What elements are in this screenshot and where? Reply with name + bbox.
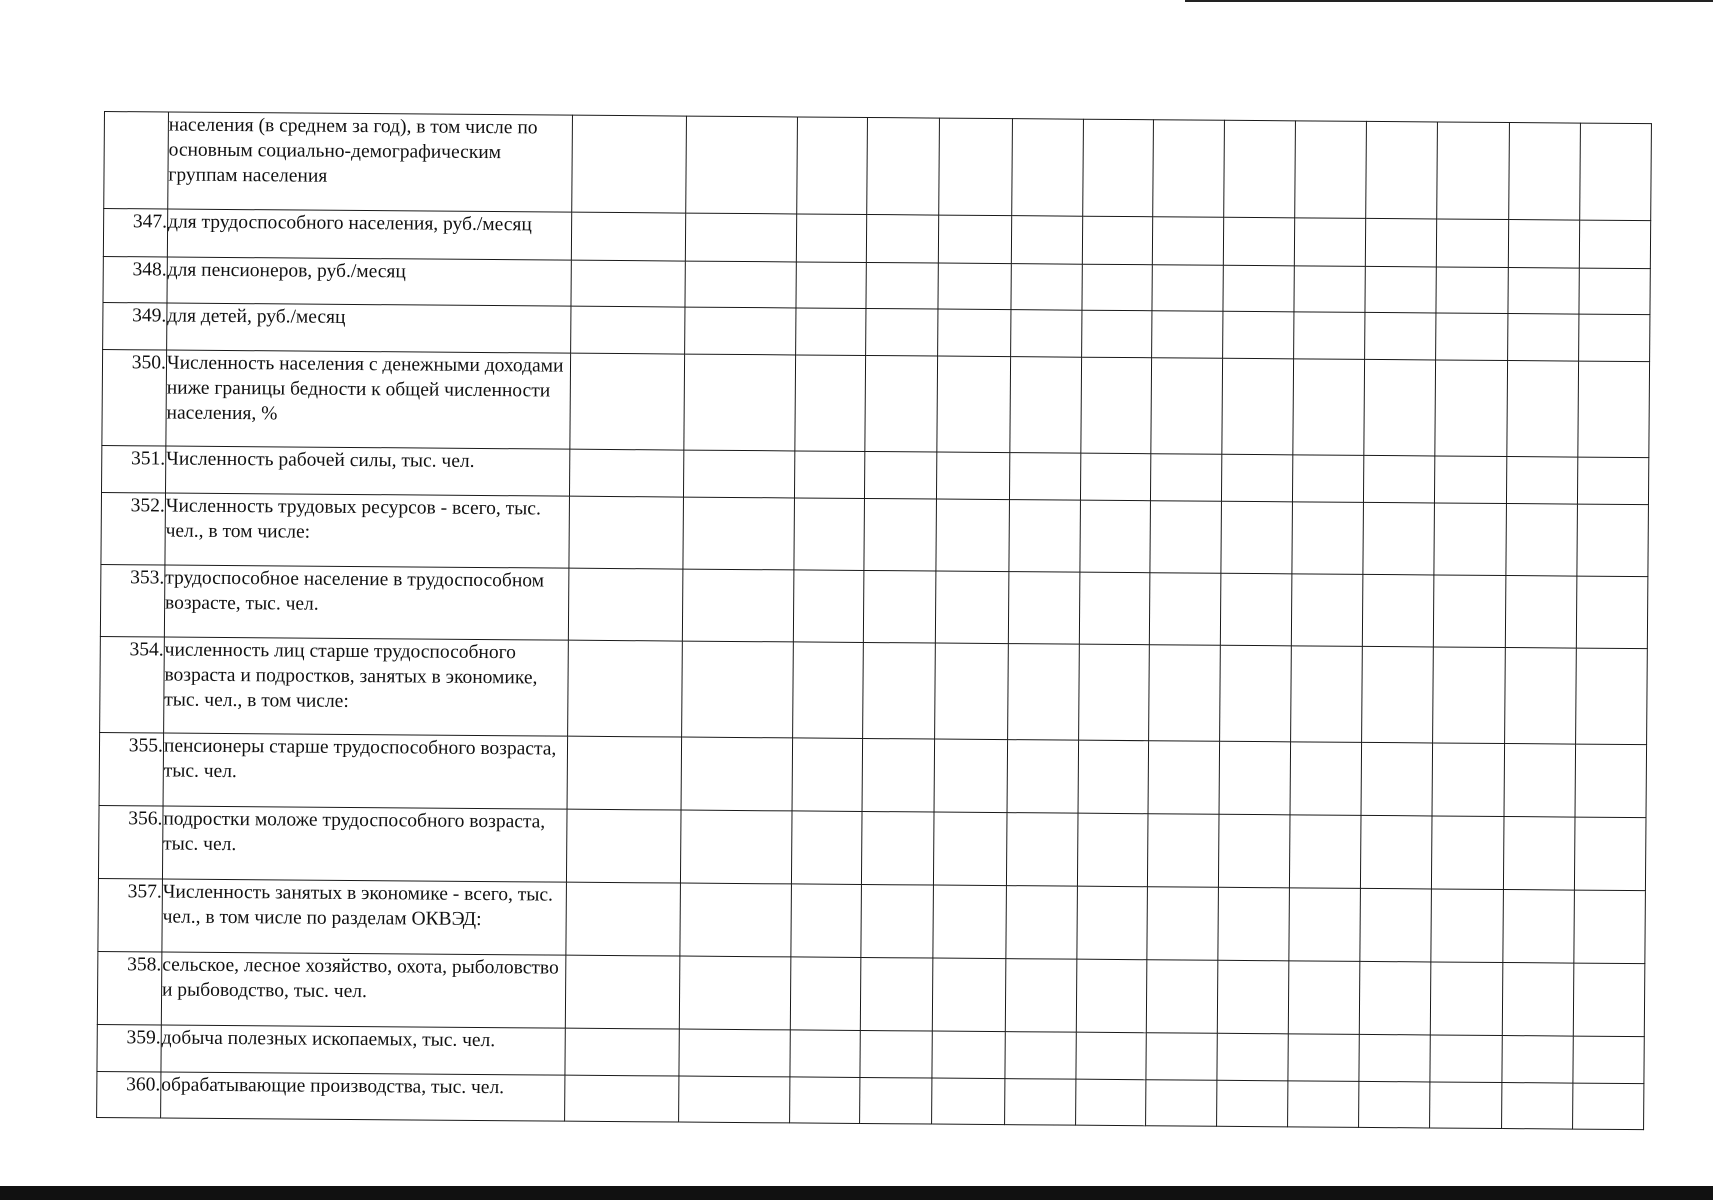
empty-value-cell bbox=[1076, 959, 1147, 1033]
empty-value-cell bbox=[1290, 815, 1362, 889]
empty-value-cell bbox=[681, 737, 793, 811]
row-number: 353. bbox=[100, 564, 165, 636]
empty-value-cell bbox=[867, 117, 940, 215]
empty-value-cell bbox=[1147, 887, 1219, 961]
row-number: 350. bbox=[102, 349, 167, 445]
empty-value-cell bbox=[933, 958, 1006, 1032]
indicator-label: сельское, лесное хозяйство, охота, рыболовство и рыбоводство, тыс. чел. bbox=[161, 952, 566, 1028]
empty-value-cell bbox=[1008, 572, 1080, 645]
indicator-label: подростки моложе трудоспособного возраста, тыс. чел. bbox=[162, 806, 567, 882]
table-row bbox=[97, 951, 1645, 1036]
row-number: 349. bbox=[103, 302, 167, 350]
empty-value-cell bbox=[1082, 119, 1153, 217]
indicator-label: Численность трудовых ресурсов - всего, тыс. чел., в том числе: bbox=[165, 493, 570, 568]
empty-value-cell bbox=[1436, 267, 1508, 314]
empty-value-cell bbox=[932, 1031, 1005, 1079]
empty-value-cell bbox=[1217, 1080, 1289, 1127]
empty-value-cell bbox=[1574, 817, 1646, 891]
empty-value-cell bbox=[1218, 887, 1290, 961]
empty-value-cell bbox=[1077, 886, 1148, 960]
empty-value-cell bbox=[1295, 121, 1367, 219]
empty-value-cell bbox=[865, 355, 938, 452]
empty-value-cell bbox=[1145, 1080, 1217, 1127]
empty-value-cell bbox=[1223, 265, 1295, 312]
empty-value-cell bbox=[1008, 500, 1080, 573]
empty-value-cell bbox=[864, 570, 937, 643]
empty-value-cell bbox=[1437, 219, 1509, 268]
row-number: 354. bbox=[100, 636, 165, 732]
empty-value-cell bbox=[1507, 314, 1579, 362]
empty-value-cell bbox=[1146, 960, 1218, 1034]
empty-value-cell bbox=[866, 214, 939, 263]
empty-value-cell bbox=[860, 1077, 933, 1124]
empty-value-cell bbox=[1502, 1036, 1574, 1084]
empty-value-cell bbox=[793, 570, 864, 643]
empty-value-cell bbox=[1504, 648, 1576, 745]
empty-value-cell bbox=[1223, 217, 1295, 266]
row-number: 358. bbox=[97, 951, 162, 1024]
empty-value-cell bbox=[935, 643, 1008, 740]
empty-value-cell bbox=[570, 449, 684, 497]
empty-value-cell bbox=[1578, 361, 1650, 458]
empty-value-cell bbox=[1361, 742, 1433, 816]
empty-value-cell bbox=[1435, 360, 1507, 457]
empty-value-cell bbox=[797, 117, 868, 215]
row-number: 347. bbox=[103, 209, 167, 258]
empty-value-cell bbox=[866, 308, 939, 356]
table-row bbox=[104, 112, 1652, 221]
empty-value-cell bbox=[1503, 817, 1575, 891]
indicator-label: Численность рабочей силы, тыс. чел. bbox=[165, 446, 570, 496]
empty-value-cell bbox=[790, 1030, 860, 1078]
empty-value-cell bbox=[1077, 813, 1148, 887]
empty-value-cell bbox=[1579, 220, 1651, 269]
empty-value-cell bbox=[1081, 310, 1151, 358]
empty-value-cell bbox=[938, 309, 1011, 357]
empty-value-cell bbox=[790, 1077, 860, 1124]
empty-value-cell bbox=[680, 810, 792, 884]
empty-value-cell bbox=[1004, 1032, 1076, 1080]
table-row bbox=[102, 349, 1650, 457]
empty-value-cell bbox=[1153, 120, 1225, 218]
empty-value-cell bbox=[1221, 501, 1293, 574]
indicator-label: для детей, руб./месяц bbox=[167, 303, 572, 353]
empty-value-cell bbox=[1011, 119, 1083, 217]
row-number bbox=[104, 112, 169, 209]
empty-value-cell bbox=[862, 811, 935, 885]
empty-value-cell bbox=[864, 498, 937, 571]
empty-value-cell bbox=[1505, 576, 1577, 649]
empty-value-cell bbox=[1363, 574, 1435, 647]
empty-value-cell bbox=[1007, 740, 1079, 814]
empty-value-cell bbox=[1576, 576, 1648, 649]
empty-value-cell bbox=[572, 115, 686, 213]
empty-value-cell bbox=[1146, 1033, 1218, 1081]
indicator-label: добыча полезных ископаемых, тыс. чел. bbox=[161, 1025, 566, 1075]
empty-value-cell bbox=[566, 882, 680, 956]
empty-value-cell bbox=[1147, 814, 1219, 888]
empty-value-cell bbox=[1293, 455, 1365, 503]
empty-value-cell bbox=[1364, 359, 1436, 456]
empty-value-cell bbox=[1433, 647, 1505, 744]
empty-value-cell bbox=[1360, 888, 1432, 962]
empty-value-cell bbox=[1366, 218, 1438, 267]
empty-value-cell bbox=[866, 262, 939, 309]
empty-value-cell bbox=[1363, 502, 1435, 575]
empty-value-cell bbox=[1572, 1083, 1644, 1130]
empty-value-cell bbox=[1080, 500, 1151, 573]
empty-value-cell bbox=[932, 1078, 1005, 1125]
empty-value-cell bbox=[1501, 1083, 1573, 1130]
empty-value-cell bbox=[1222, 358, 1294, 455]
empty-value-cell bbox=[1082, 216, 1152, 265]
empty-value-cell bbox=[937, 452, 1010, 500]
indicator-label: численность лиц старше трудоспособного возраста и подростков, занятых в экономике, тыс. чел., в том числе: bbox=[164, 637, 569, 736]
empty-value-cell bbox=[1505, 504, 1577, 577]
empty-value-cell bbox=[1288, 961, 1360, 1035]
empty-value-cell bbox=[679, 956, 791, 1030]
empty-value-cell bbox=[936, 571, 1009, 644]
empty-value-cell bbox=[936, 499, 1009, 572]
empty-value-cell bbox=[1152, 217, 1224, 266]
table-row bbox=[101, 492, 1649, 576]
empty-value-cell bbox=[1151, 358, 1223, 455]
empty-value-cell bbox=[1502, 890, 1574, 964]
empty-value-cell bbox=[1504, 744, 1576, 818]
empty-value-cell bbox=[679, 1029, 791, 1077]
empty-value-cell bbox=[569, 568, 683, 641]
empty-value-cell bbox=[1577, 504, 1649, 577]
empty-value-cell bbox=[1366, 121, 1438, 219]
indicator-label: Численность населения с денежными доходами ниже границы бедности к общей численности населения, % bbox=[166, 350, 571, 449]
empty-value-cell bbox=[1221, 454, 1293, 502]
indicators-table bbox=[96, 111, 1652, 1130]
empty-value-cell bbox=[1362, 646, 1434, 743]
empty-value-cell bbox=[1010, 310, 1082, 358]
table-body bbox=[97, 112, 1652, 1130]
indicator-label: обрабатывающие производства, тыс. чел. bbox=[161, 1072, 566, 1121]
empty-value-cell bbox=[1291, 646, 1363, 743]
empty-value-cell bbox=[1217, 960, 1289, 1034]
row-number: 352. bbox=[101, 492, 166, 564]
empty-value-cell bbox=[796, 308, 866, 356]
empty-value-cell bbox=[1573, 1036, 1645, 1084]
scan-edge-band bbox=[0, 1186, 1713, 1200]
indicator-label: Численность занятых в экономике - всего, тыс. чел., в том числе по разделам ОКВЭД: bbox=[162, 879, 567, 955]
empty-value-cell bbox=[934, 812, 1007, 886]
empty-value-cell bbox=[683, 497, 795, 570]
empty-value-cell bbox=[1436, 313, 1508, 361]
empty-value-cell bbox=[1009, 357, 1081, 454]
table-row bbox=[98, 805, 1646, 890]
empty-value-cell bbox=[1006, 813, 1078, 887]
empty-value-cell bbox=[1152, 265, 1224, 312]
empty-value-cell bbox=[1577, 457, 1649, 505]
empty-value-cell bbox=[1573, 963, 1645, 1037]
empty-value-cell bbox=[1080, 453, 1150, 501]
empty-value-cell bbox=[934, 739, 1007, 813]
empty-value-cell bbox=[1508, 123, 1580, 221]
empty-value-cell bbox=[1502, 963, 1574, 1037]
empty-value-cell bbox=[1291, 574, 1363, 647]
table-row bbox=[100, 564, 1648, 648]
empty-value-cell bbox=[683, 450, 795, 498]
empty-value-cell bbox=[1004, 1079, 1076, 1126]
empty-value-cell bbox=[860, 957, 933, 1031]
table-row bbox=[100, 636, 1648, 744]
empty-value-cell bbox=[1288, 1034, 1360, 1082]
empty-value-cell bbox=[571, 260, 685, 307]
row-number: 355. bbox=[99, 732, 164, 805]
empty-value-cell bbox=[1359, 1034, 1431, 1082]
empty-value-cell bbox=[863, 642, 936, 739]
empty-value-cell bbox=[1435, 456, 1507, 504]
empty-value-cell bbox=[1010, 264, 1082, 311]
empty-value-cell bbox=[939, 215, 1012, 264]
empty-value-cell bbox=[796, 262, 866, 309]
empty-value-cell bbox=[1078, 644, 1149, 741]
empty-value-cell bbox=[1361, 815, 1433, 889]
empty-value-cell bbox=[1294, 218, 1366, 267]
empty-value-cell bbox=[565, 1028, 679, 1076]
row-number: 357. bbox=[98, 878, 163, 951]
row-number: 351. bbox=[102, 445, 166, 493]
empty-value-cell bbox=[1365, 266, 1437, 313]
empty-value-cell bbox=[685, 116, 797, 214]
empty-value-cell bbox=[1079, 572, 1150, 645]
empty-value-cell bbox=[862, 738, 935, 812]
empty-value-cell bbox=[1508, 268, 1580, 315]
empty-value-cell bbox=[685, 213, 797, 262]
row-number: 360. bbox=[97, 1071, 161, 1118]
empty-value-cell bbox=[567, 736, 681, 810]
empty-value-cell bbox=[1431, 889, 1503, 963]
empty-value-cell bbox=[795, 355, 866, 452]
empty-value-cell bbox=[1430, 1082, 1502, 1129]
empty-value-cell bbox=[1076, 1032, 1146, 1080]
indicator-label: населения (в среднем за год), в том числе по основным социально-демографическим группам населения bbox=[168, 112, 573, 212]
empty-value-cell bbox=[1219, 741, 1291, 815]
empty-value-cell bbox=[1434, 575, 1506, 648]
empty-value-cell bbox=[1292, 502, 1364, 575]
empty-value-cell bbox=[681, 641, 793, 738]
empty-value-cell bbox=[1578, 314, 1650, 362]
empty-value-cell bbox=[937, 356, 1010, 453]
empty-value-cell bbox=[1149, 573, 1221, 646]
indicator-label: трудоспособное население в трудоспособном возрасте, тыс. чел. bbox=[164, 565, 569, 640]
empty-value-cell bbox=[1011, 216, 1083, 265]
empty-value-cell bbox=[1574, 890, 1646, 964]
empty-value-cell bbox=[1432, 816, 1504, 890]
empty-value-cell bbox=[1005, 886, 1077, 960]
empty-value-cell bbox=[1009, 453, 1081, 501]
empty-value-cell bbox=[1223, 311, 1295, 359]
row-number: 359. bbox=[97, 1024, 161, 1072]
indicator-label: для трудоспособного населения, руб./месяц bbox=[167, 209, 572, 260]
empty-value-cell bbox=[1081, 357, 1152, 454]
empty-value-cell bbox=[1364, 455, 1436, 503]
empty-value-cell bbox=[861, 884, 934, 958]
empty-value-cell bbox=[1431, 962, 1503, 1036]
document-sheet bbox=[96, 111, 1652, 1130]
empty-value-cell bbox=[1430, 1035, 1502, 1083]
empty-value-cell bbox=[1359, 1081, 1431, 1128]
empty-value-cell bbox=[1007, 644, 1079, 741]
empty-value-cell bbox=[1220, 645, 1292, 742]
empty-value-cell bbox=[1432, 743, 1504, 817]
empty-value-cell bbox=[1508, 220, 1580, 269]
empty-value-cell bbox=[865, 451, 938, 499]
empty-value-cell bbox=[684, 354, 796, 451]
empty-value-cell bbox=[796, 214, 866, 263]
empty-value-cell bbox=[1365, 312, 1437, 360]
empty-value-cell bbox=[566, 955, 680, 1029]
empty-value-cell bbox=[1506, 361, 1578, 458]
empty-value-cell bbox=[1150, 454, 1222, 502]
empty-value-cell bbox=[1220, 573, 1292, 646]
empty-value-cell bbox=[1148, 645, 1220, 742]
row-number: 356. bbox=[98, 805, 163, 878]
empty-value-cell bbox=[1078, 740, 1149, 814]
empty-value-cell bbox=[569, 496, 683, 569]
empty-value-cell bbox=[567, 809, 681, 883]
empty-value-cell bbox=[572, 212, 686, 261]
table-row bbox=[99, 732, 1647, 817]
empty-value-cell bbox=[938, 263, 1011, 310]
empty-value-cell bbox=[684, 307, 796, 355]
row-number: 348. bbox=[103, 256, 167, 303]
empty-value-cell bbox=[1082, 264, 1152, 311]
empty-value-cell bbox=[1151, 311, 1223, 359]
empty-value-cell bbox=[1579, 123, 1651, 221]
empty-value-cell bbox=[1224, 120, 1296, 218]
empty-value-cell bbox=[1579, 268, 1651, 315]
empty-value-cell bbox=[933, 885, 1006, 959]
empty-value-cell bbox=[1434, 503, 1506, 576]
empty-value-cell bbox=[570, 353, 684, 450]
empty-value-cell bbox=[1575, 648, 1647, 745]
empty-value-cell bbox=[795, 451, 865, 499]
empty-value-cell bbox=[678, 1076, 790, 1123]
empty-value-cell bbox=[1289, 888, 1361, 962]
empty-value-cell bbox=[571, 306, 685, 354]
empty-value-cell bbox=[1290, 742, 1362, 816]
empty-value-cell bbox=[1360, 961, 1432, 1035]
empty-value-cell bbox=[1293, 359, 1365, 456]
empty-value-cell bbox=[682, 569, 794, 642]
empty-value-cell bbox=[794, 498, 865, 571]
empty-value-cell bbox=[1437, 122, 1509, 220]
empty-value-cell bbox=[680, 883, 792, 957]
empty-value-cell bbox=[1217, 1033, 1289, 1081]
empty-value-cell bbox=[792, 738, 863, 812]
empty-value-cell bbox=[790, 957, 861, 1031]
empty-value-cell bbox=[1218, 814, 1290, 888]
empty-value-cell bbox=[1150, 501, 1222, 574]
empty-value-cell bbox=[1148, 741, 1220, 815]
indicator-label: пенсионеры старше трудоспособного возраста, тыс. чел. bbox=[163, 733, 568, 809]
empty-value-cell bbox=[1005, 959, 1077, 1033]
empty-value-cell bbox=[1294, 312, 1366, 360]
empty-value-cell bbox=[1506, 457, 1578, 505]
table-row bbox=[98, 878, 1646, 963]
empty-value-cell bbox=[939, 118, 1012, 216]
empty-value-cell bbox=[565, 1075, 679, 1122]
empty-value-cell bbox=[568, 640, 682, 737]
empty-value-cell bbox=[791, 811, 862, 885]
empty-value-cell bbox=[1294, 266, 1366, 313]
empty-value-cell bbox=[791, 884, 862, 958]
scan-edge-line bbox=[1185, 0, 1713, 2]
empty-value-cell bbox=[793, 642, 864, 739]
empty-value-cell bbox=[1575, 744, 1647, 818]
empty-value-cell bbox=[860, 1030, 933, 1078]
indicator-label: для пенсионеров, руб./месяц bbox=[167, 257, 572, 306]
empty-value-cell bbox=[685, 261, 797, 308]
empty-value-cell bbox=[1075, 1079, 1145, 1126]
empty-value-cell bbox=[1288, 1081, 1360, 1128]
